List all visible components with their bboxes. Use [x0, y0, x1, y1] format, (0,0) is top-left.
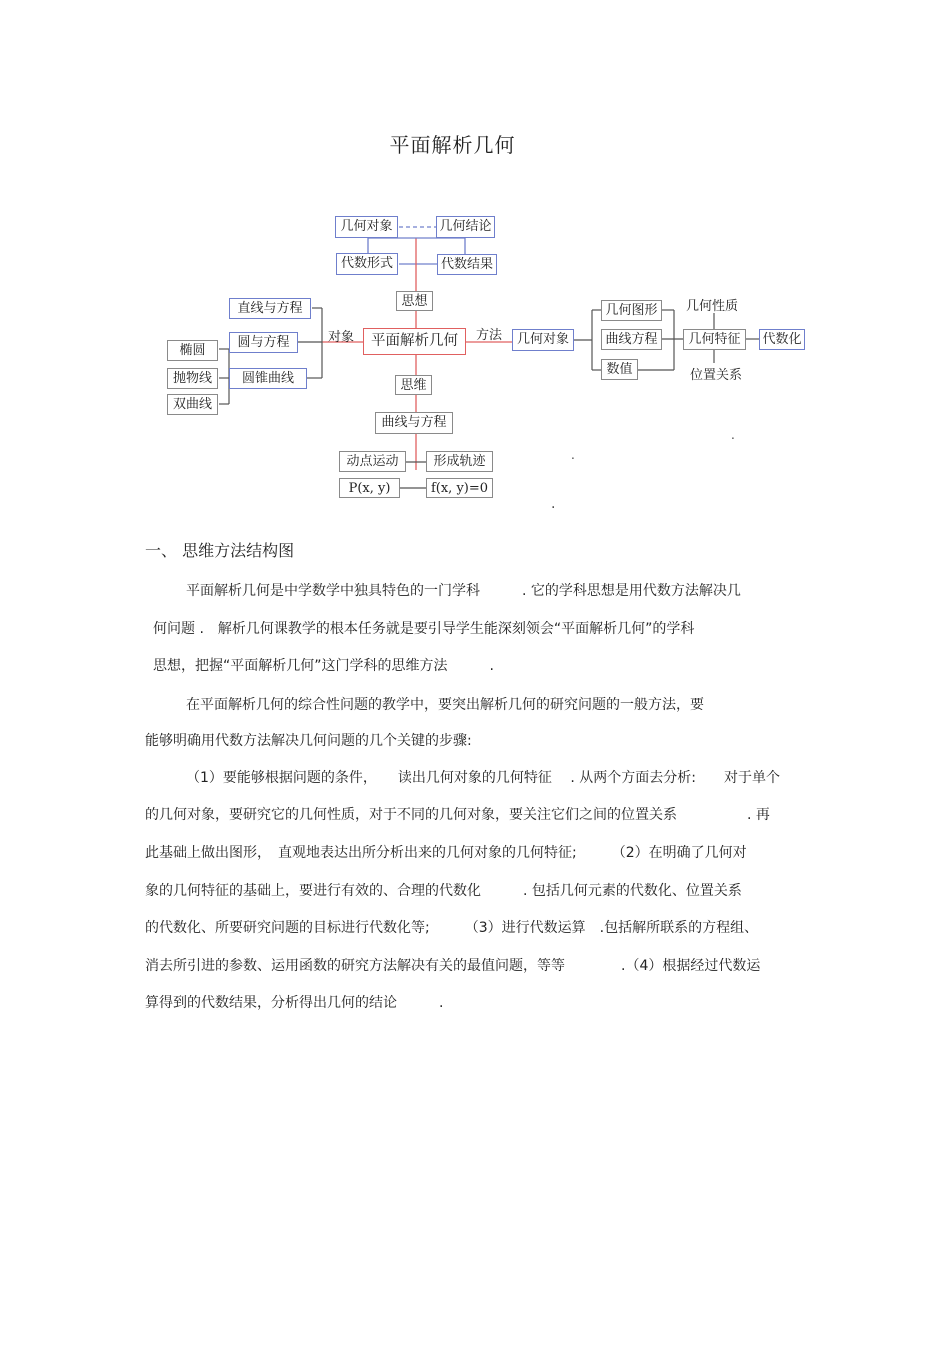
paragraph-line: 算得到的代数结果，分析得出几何的结论 .: [145, 995, 444, 1011]
node-curve-and-equation: 曲线与方程: [375, 412, 453, 434]
node-geo-figure: 几何图形: [601, 300, 662, 321]
page-title: 平面解析几何: [389, 133, 516, 157]
section-heading: 一、 思维方法结构图: [145, 541, 295, 560]
speck-mark: .: [571, 448, 575, 462]
paragraph-line: 的代数化、所要研究问题的目标进行代数化等; （3）进行代数运算 .包括解所联系的方程组、: [145, 920, 759, 936]
paragraph-line: 何问题 . 解析几何课教学的根本任务就是要引导学生能深刻领会“平面解析几何”的学科: [153, 621, 695, 637]
node-geo-feature: 几何特征: [683, 329, 746, 350]
paragraph-line: 思想，把握“平面解析几何”这门学科的思维方法 .: [153, 658, 494, 674]
label-position-relation: 位置关系: [690, 368, 743, 383]
paragraph-line: 平面解析几何是中学数学中独具特色的一门学科 . 它的学科思想是用代数方法解决几: [186, 583, 741, 599]
node-center: 平面解析几何: [363, 328, 466, 355]
node-geo-conclusion: 几何结论: [436, 216, 495, 238]
label-object: 对象: [328, 330, 355, 345]
speck-mark: .: [731, 428, 735, 442]
node-conic: 圆锥曲线: [229, 368, 307, 389]
node-algebraize: 代数化: [759, 329, 805, 350]
node-curve-equation: 曲线方程: [601, 329, 662, 350]
node-thinking: 思维: [395, 375, 432, 395]
node-point-p: P(x, y): [339, 478, 400, 498]
node-moving-point: 动点运动: [339, 451, 406, 472]
node-geo-object-top: 几何对象: [335, 216, 398, 238]
paragraph-line: 能够明确用代数方法解决几何问题的几个关键的步骤:: [145, 733, 472, 749]
node-thought: 思想: [396, 291, 433, 311]
paragraph-line: 的几何对象，要研究它的几何性质，对于不同的几何对象，要关注它们之间的位置关系 . 再: [145, 807, 770, 823]
node-ellipse: 椭圆: [167, 340, 218, 361]
node-fxy: f(x, y)=0: [426, 478, 493, 498]
paragraph-line: 在平面解析几何的综合性问题的教学中，要突出解析几何的研究问题的一般方法，要: [186, 697, 704, 713]
node-algebra-result: 代数结果: [437, 254, 497, 275]
node-circle-equation: 圆与方程: [229, 332, 298, 353]
label-method: 方法: [476, 328, 503, 343]
node-numeric: 数值: [601, 359, 638, 380]
label-geo-property: 几何性质: [686, 299, 739, 314]
paragraph-line: （1）要能够根据问题的条件， 读出几何对象的几何特征 . 从两个方面去分析: 对于单个: [186, 770, 780, 786]
node-parabola: 抛物线: [167, 368, 218, 389]
paragraph-line: 象的几何特征的基础上，要进行有效的、合理的代数化 . 包括几何元素的代数化、位置关系: [145, 883, 742, 899]
node-algebra-form: 代数形式: [336, 253, 398, 275]
paragraph-line: 此基础上做出图形， 直观地表达出所分析出来的几何对象的几何特征; （2）在明确了几何对: [145, 845, 747, 861]
node-geo-object-right: 几何对象: [512, 329, 574, 351]
node-trajectory: 形成轨迹: [426, 451, 493, 472]
node-hyperbola: 双曲线: [167, 394, 218, 415]
speck-mark: .: [551, 496, 556, 512]
paragraph-line: 消去所引进的参数、运用函数的研究方法解决有关的最值问题，等等 .（4）根据经过代数运: [145, 958, 761, 974]
node-line-equation: 直线与方程: [229, 298, 311, 319]
